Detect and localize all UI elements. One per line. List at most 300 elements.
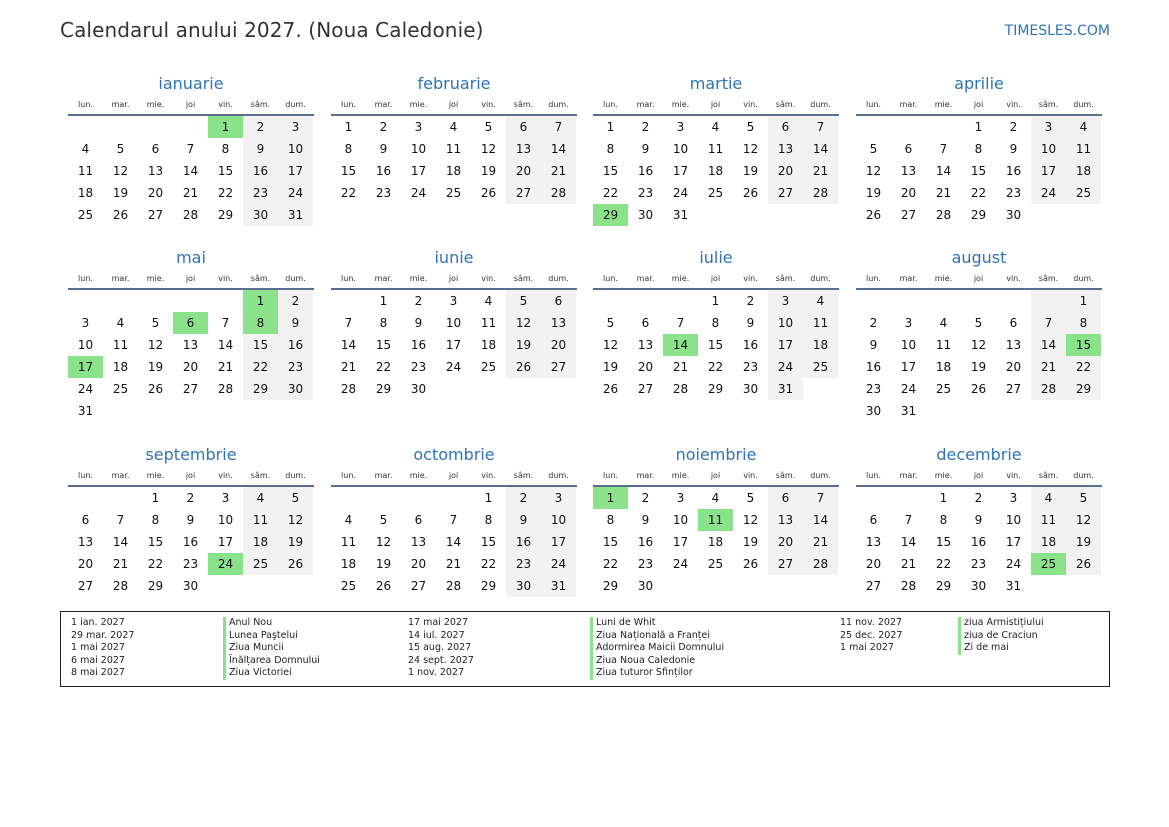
- day-cell: 4: [344, 513, 353, 527]
- day-cell: 16: [637, 535, 654, 549]
- day-cell: 5: [1066, 487, 1101, 509]
- day-cell: 14: [445, 535, 462, 549]
- day-cell: 22: [1066, 356, 1101, 378]
- day-cell: 26: [278, 553, 313, 575]
- empty-cell: [401, 487, 436, 509]
- weekday-header: [856, 269, 1102, 287]
- day-cell: 18: [112, 360, 129, 374]
- day-cell: 14: [541, 138, 576, 160]
- day-cell: 23: [742, 360, 759, 374]
- day-cell: 15: [602, 535, 619, 549]
- weekday-label: joi: [448, 99, 459, 109]
- day-cell: 27: [1005, 382, 1022, 396]
- day-cell: 21: [340, 360, 357, 374]
- day-cell: 8: [606, 142, 615, 156]
- day-cell: 29: [375, 382, 392, 396]
- day-cell: 17: [278, 160, 313, 182]
- empty-cell: [926, 116, 961, 138]
- day-cell: 19: [506, 334, 541, 356]
- legend-date: 1 ian. 2027: [71, 617, 125, 628]
- day-cell: 30: [637, 579, 654, 593]
- empty-cell: [856, 290, 891, 312]
- weekday-label: mar.: [636, 273, 655, 283]
- weekday-label: mar.: [374, 99, 393, 109]
- weekday-label: sâm.: [250, 273, 271, 283]
- empty-cell: [891, 116, 926, 138]
- legend-holiday-name: Lunea Paştelui: [223, 630, 320, 643]
- empty-cell: [436, 487, 471, 509]
- day-cell: 20: [77, 557, 94, 571]
- day-cell: 2: [414, 294, 423, 308]
- day-cell: 5: [506, 290, 541, 312]
- day-cell: 16: [970, 535, 987, 549]
- empty-cell: [103, 116, 138, 138]
- day-cell: 31: [672, 208, 689, 222]
- weekday-label: mie.: [409, 99, 428, 109]
- day-cell: 25: [77, 208, 94, 222]
- month-mai: [68, 247, 314, 422]
- day-cell: 27: [506, 182, 541, 204]
- day-cell: 10: [768, 312, 803, 334]
- day-cell: 27: [410, 579, 427, 593]
- month-name: mai: [176, 248, 206, 267]
- day-cell: 6: [904, 142, 913, 156]
- month-name: iulie: [699, 248, 733, 267]
- day-cell: 29: [593, 204, 628, 226]
- day-cell: 26: [147, 382, 164, 396]
- day-cell: 31: [1005, 579, 1022, 593]
- empty-cell: [173, 290, 208, 312]
- month-name: iunie: [434, 248, 474, 267]
- weekday-label: sâm.: [775, 99, 796, 109]
- day-cell: 18: [445, 164, 462, 178]
- day-cell: 10: [77, 338, 94, 352]
- weekday-label: vin.: [743, 99, 758, 109]
- empty-cell: [506, 378, 541, 400]
- legend-date: 29 mar. 2027: [71, 629, 135, 641]
- day-cell: 26: [375, 579, 392, 593]
- day-cell: 21: [541, 160, 576, 182]
- day-cell: 22: [340, 186, 357, 200]
- legend-holiday-name: Ziua Victoriei: [223, 667, 320, 680]
- day-cell: 5: [484, 120, 493, 134]
- weekday-label: joi: [448, 273, 459, 283]
- empty-cell: [1031, 400, 1066, 422]
- day-cell: 17: [900, 360, 917, 374]
- holiday-legend: [60, 611, 1110, 687]
- weekday-header: [331, 466, 577, 484]
- day-cell: 15: [217, 164, 234, 178]
- empty-cell: [471, 378, 506, 400]
- day-cell: 21: [112, 557, 129, 571]
- empty-cell: [103, 400, 138, 422]
- empty-cell: [436, 378, 471, 400]
- day-cell: 9: [379, 142, 388, 156]
- day-cell: 24: [410, 186, 427, 200]
- day-cell: 8: [974, 142, 983, 156]
- day-cell: 27: [900, 208, 917, 222]
- day-cell: 2: [278, 290, 313, 312]
- weekday-header: [331, 95, 577, 113]
- weekday-label: sâm.: [1038, 273, 1059, 283]
- day-cell: 7: [541, 116, 576, 138]
- day-cell: 10: [217, 513, 234, 527]
- legend-holiday-name: Luni de Whit: [590, 617, 724, 630]
- weekday-label: vin.: [1006, 470, 1021, 480]
- day-cell: 15: [1066, 334, 1101, 356]
- day-cell: 23: [1005, 186, 1022, 200]
- day-cell: 28: [182, 208, 199, 222]
- weekday-label: mie.: [146, 99, 165, 109]
- weekday-label: lun.: [866, 273, 881, 283]
- day-cell: 14: [112, 535, 129, 549]
- day-cell: 3: [1009, 491, 1018, 505]
- weekday-label: sâm.: [1038, 470, 1059, 480]
- legend-names: [590, 617, 724, 680]
- day-cell: 22: [375, 360, 392, 374]
- empty-cell: [593, 290, 628, 312]
- day-cell: 29: [480, 579, 497, 593]
- day-cell: 4: [1066, 116, 1101, 138]
- day-cell: 6: [173, 312, 208, 334]
- empty-cell: [663, 290, 698, 312]
- day-cell: 4: [484, 294, 493, 308]
- weekday-label: dum.: [285, 470, 306, 480]
- weekday-label: vin.: [218, 99, 233, 109]
- day-cell: 4: [243, 487, 278, 509]
- day-cell: 28: [803, 182, 838, 204]
- day-cell: 7: [803, 116, 838, 138]
- weekday-label: dum.: [548, 470, 569, 480]
- day-cell: 28: [112, 579, 129, 593]
- day-cell: 21: [1031, 356, 1066, 378]
- legend-names: [958, 617, 1044, 655]
- weekday-label: sâm.: [1038, 99, 1059, 109]
- weekday-label: sâm.: [513, 470, 534, 480]
- day-cell: 24: [672, 557, 689, 571]
- day-cell: 10: [1005, 513, 1022, 527]
- day-cell: 20: [147, 186, 164, 200]
- day-cell: 25: [445, 186, 462, 200]
- empty-cell: [1066, 575, 1101, 597]
- day-cell: 11: [1066, 138, 1101, 160]
- day-cell: 27: [865, 579, 882, 593]
- day-cell: 29: [970, 208, 987, 222]
- month-name: noiembrie: [675, 445, 757, 464]
- legend-holiday-name: Zi de mai: [958, 642, 1044, 655]
- day-cell: 1: [606, 120, 615, 134]
- day-grid: [331, 290, 577, 400]
- day-cell: 21: [935, 186, 952, 200]
- day-cell: 12: [147, 338, 164, 352]
- legend-holiday-name: Ziua Muncii: [223, 642, 320, 655]
- empty-cell: [698, 575, 733, 597]
- day-cell: 18: [1031, 531, 1066, 553]
- day-cell: 1: [711, 294, 720, 308]
- day-cell: 17: [1005, 535, 1022, 549]
- day-cell: 28: [803, 553, 838, 575]
- day-cell: 6: [768, 487, 803, 509]
- day-cell: 11: [480, 316, 497, 330]
- day-cell: 11: [707, 142, 724, 156]
- empty-cell: [1031, 575, 1066, 597]
- day-cell: 28: [672, 382, 689, 396]
- empty-cell: [803, 575, 838, 597]
- empty-cell: [1031, 204, 1066, 226]
- day-cell: 17: [672, 535, 689, 549]
- day-cell: 27: [768, 182, 803, 204]
- day-cell: 23: [243, 182, 278, 204]
- day-cell: 24: [1005, 557, 1022, 571]
- day-grid: [331, 487, 577, 597]
- day-cell: 20: [865, 557, 882, 571]
- day-cell: 27: [768, 553, 803, 575]
- day-cell: 3: [81, 316, 90, 330]
- day-cell: 14: [340, 338, 357, 352]
- weekday-label: vin.: [1006, 273, 1021, 283]
- empty-cell: [138, 290, 173, 312]
- day-cell: 11: [112, 338, 129, 352]
- day-cell: 10: [672, 142, 689, 156]
- month-iunie: [331, 247, 577, 400]
- day-cell: 14: [1031, 334, 1066, 356]
- empty-cell: [961, 290, 996, 312]
- month-septembrie: [68, 444, 314, 597]
- day-cell: 2: [974, 491, 983, 505]
- weekday-label: mie.: [146, 273, 165, 283]
- day-cell: 14: [935, 164, 952, 178]
- day-cell: 3: [904, 316, 913, 330]
- weekday-header: [593, 95, 839, 113]
- day-cell: 23: [506, 553, 541, 575]
- day-cell: 8: [1066, 312, 1101, 334]
- day-cell: 8: [151, 513, 160, 527]
- empty-cell: [996, 400, 1031, 422]
- weekday-label: dum.: [810, 470, 831, 480]
- month-name: septembrie: [145, 445, 237, 464]
- day-cell: 12: [742, 513, 759, 527]
- day-cell: 4: [711, 491, 720, 505]
- day-cell: 8: [344, 142, 353, 156]
- weekday-header: [593, 466, 839, 484]
- day-cell: 29: [217, 208, 234, 222]
- day-cell: 5: [869, 142, 878, 156]
- empty-cell: [926, 290, 961, 312]
- day-cell: 28: [1031, 378, 1066, 400]
- day-cell: 18: [340, 557, 357, 571]
- weekday-label: mar.: [111, 99, 130, 109]
- weekday-label: mar.: [374, 273, 393, 283]
- day-cell: 26: [506, 356, 541, 378]
- weekday-label: lun.: [866, 470, 881, 480]
- day-cell: 2: [186, 491, 195, 505]
- day-cell: 19: [112, 186, 129, 200]
- empty-cell: [698, 204, 733, 226]
- day-cell: 18: [480, 338, 497, 352]
- day-cell: 10: [410, 142, 427, 156]
- weekday-label: vin.: [218, 470, 233, 480]
- weekday-label: joi: [973, 273, 984, 283]
- weekday-label: lun.: [78, 99, 93, 109]
- month-name: martie: [689, 74, 743, 93]
- day-cell: 12: [112, 164, 129, 178]
- day-cell: 8: [484, 513, 493, 527]
- day-cell: 10: [541, 509, 576, 531]
- empty-cell: [103, 290, 138, 312]
- day-cell: 17: [768, 334, 803, 356]
- day-cell: 3: [676, 120, 685, 134]
- month-name: februarie: [417, 74, 491, 93]
- weekday-label: mie.: [671, 99, 690, 109]
- weekday-label: mie.: [671, 273, 690, 283]
- weekday-label: dum.: [1073, 273, 1094, 283]
- day-cell: 11: [77, 164, 94, 178]
- legend-holiday-name: ziua Armistițiului: [958, 617, 1044, 630]
- day-cell: 26: [1066, 553, 1101, 575]
- day-cell: 6: [641, 316, 650, 330]
- day-cell: 6: [506, 116, 541, 138]
- day-cell: 5: [746, 491, 755, 505]
- day-cell: 2: [641, 120, 650, 134]
- day-cell: 22: [602, 557, 619, 571]
- day-cell: 18: [1066, 160, 1101, 182]
- day-cell: 17: [445, 338, 462, 352]
- day-cell: 3: [278, 116, 313, 138]
- day-cell: 11: [1031, 509, 1066, 531]
- day-cell: 20: [410, 557, 427, 571]
- weekday-label: mie.: [146, 470, 165, 480]
- month-octombrie: [331, 444, 577, 597]
- day-cell: 13: [410, 535, 427, 549]
- weekday-label: mie.: [934, 470, 953, 480]
- day-grid: [68, 487, 314, 597]
- day-cell: 9: [974, 513, 983, 527]
- day-cell: 7: [904, 513, 913, 527]
- day-cell: 14: [182, 164, 199, 178]
- day-cell: 12: [742, 142, 759, 156]
- day-cell: 17: [68, 356, 103, 378]
- weekday-label: joi: [710, 99, 721, 109]
- day-cell: 30: [278, 378, 313, 400]
- empty-cell: [1031, 290, 1066, 312]
- month-martie: [593, 73, 839, 226]
- day-cell: 5: [606, 316, 615, 330]
- weekday-label: mar.: [374, 470, 393, 480]
- day-cell: 15: [375, 338, 392, 352]
- day-cell: 25: [340, 579, 357, 593]
- empty-cell: [68, 290, 103, 312]
- day-cell: 9: [869, 338, 878, 352]
- day-cell: 2: [379, 120, 388, 134]
- day-cell: 30: [410, 382, 427, 396]
- day-cell: 27: [147, 208, 164, 222]
- day-cell: 11: [340, 535, 357, 549]
- day-cell: 25: [480, 360, 497, 374]
- day-cell: 8: [606, 513, 615, 527]
- day-cell: 24: [77, 382, 94, 396]
- day-cell: 19: [742, 535, 759, 549]
- day-cell: 6: [414, 513, 423, 527]
- weekday-label: mar.: [636, 470, 655, 480]
- day-cell: 7: [344, 316, 353, 330]
- empty-cell: [138, 400, 173, 422]
- weekday-label: joi: [185, 273, 196, 283]
- day-cell: 24: [278, 182, 313, 204]
- day-cell: 10: [445, 316, 462, 330]
- day-cell: 16: [742, 338, 759, 352]
- day-cell: 19: [602, 360, 619, 374]
- day-cell: 30: [506, 575, 541, 597]
- day-cell: 5: [151, 316, 160, 330]
- day-cell: 6: [768, 116, 803, 138]
- day-cell: 4: [81, 142, 90, 156]
- day-cell: 6: [81, 513, 90, 527]
- day-cell: 19: [480, 164, 497, 178]
- empty-cell: [331, 487, 366, 509]
- day-cell: 12: [375, 535, 392, 549]
- empty-cell: [278, 400, 313, 422]
- day-cell: 26: [112, 208, 129, 222]
- day-cell: 17: [541, 531, 576, 553]
- legend-holiday-name: ziua de Craciun: [958, 630, 1044, 643]
- empty-cell: [628, 290, 663, 312]
- day-cell: 3: [676, 491, 685, 505]
- weekday-label: sâm.: [775, 470, 796, 480]
- legend-holiday-name: Anul Nou: [223, 617, 320, 630]
- legend-date: 8 mai 2027: [71, 667, 125, 679]
- weekday-label: mar.: [899, 470, 918, 480]
- day-cell: 13: [541, 312, 576, 334]
- day-cell: 27: [637, 382, 654, 396]
- weekday-label: joi: [710, 470, 721, 480]
- day-cell: 21: [182, 186, 199, 200]
- day-cell: 14: [663, 334, 698, 356]
- site-link[interactable]: TIMESLES.COM: [1004, 23, 1110, 39]
- day-cell: 27: [541, 356, 576, 378]
- day-cell: 31: [768, 378, 803, 400]
- legend-dates: [408, 617, 474, 680]
- day-cell: 5: [116, 142, 125, 156]
- day-cell: 16: [506, 531, 541, 553]
- day-cell: 21: [803, 160, 838, 182]
- day-cell: 20: [506, 160, 541, 182]
- day-cell: 10: [278, 138, 313, 160]
- weekday-label: joi: [185, 470, 196, 480]
- day-cell: 9: [243, 138, 278, 160]
- weekday-label: dum.: [285, 99, 306, 109]
- day-cell: 16: [375, 164, 392, 178]
- day-cell: 20: [182, 360, 199, 374]
- day-cell: 28: [445, 579, 462, 593]
- day-cell: 12: [480, 142, 497, 156]
- day-cell: 9: [278, 312, 313, 334]
- day-cell: 21: [672, 360, 689, 374]
- weekday-label: joi: [973, 470, 984, 480]
- day-cell: 13: [147, 164, 164, 178]
- day-cell: 18: [803, 334, 838, 356]
- day-cell: 7: [186, 142, 195, 156]
- day-cell: 24: [541, 553, 576, 575]
- day-cell: 30: [865, 404, 882, 418]
- weekday-label: lun.: [603, 99, 618, 109]
- day-cell: 7: [676, 316, 685, 330]
- day-cell: 29: [602, 579, 619, 593]
- weekday-label: mar.: [899, 99, 918, 109]
- weekday-label: vin.: [218, 273, 233, 283]
- day-cell: 23: [375, 186, 392, 200]
- weekday-header: [856, 95, 1102, 113]
- day-grid: [856, 116, 1102, 226]
